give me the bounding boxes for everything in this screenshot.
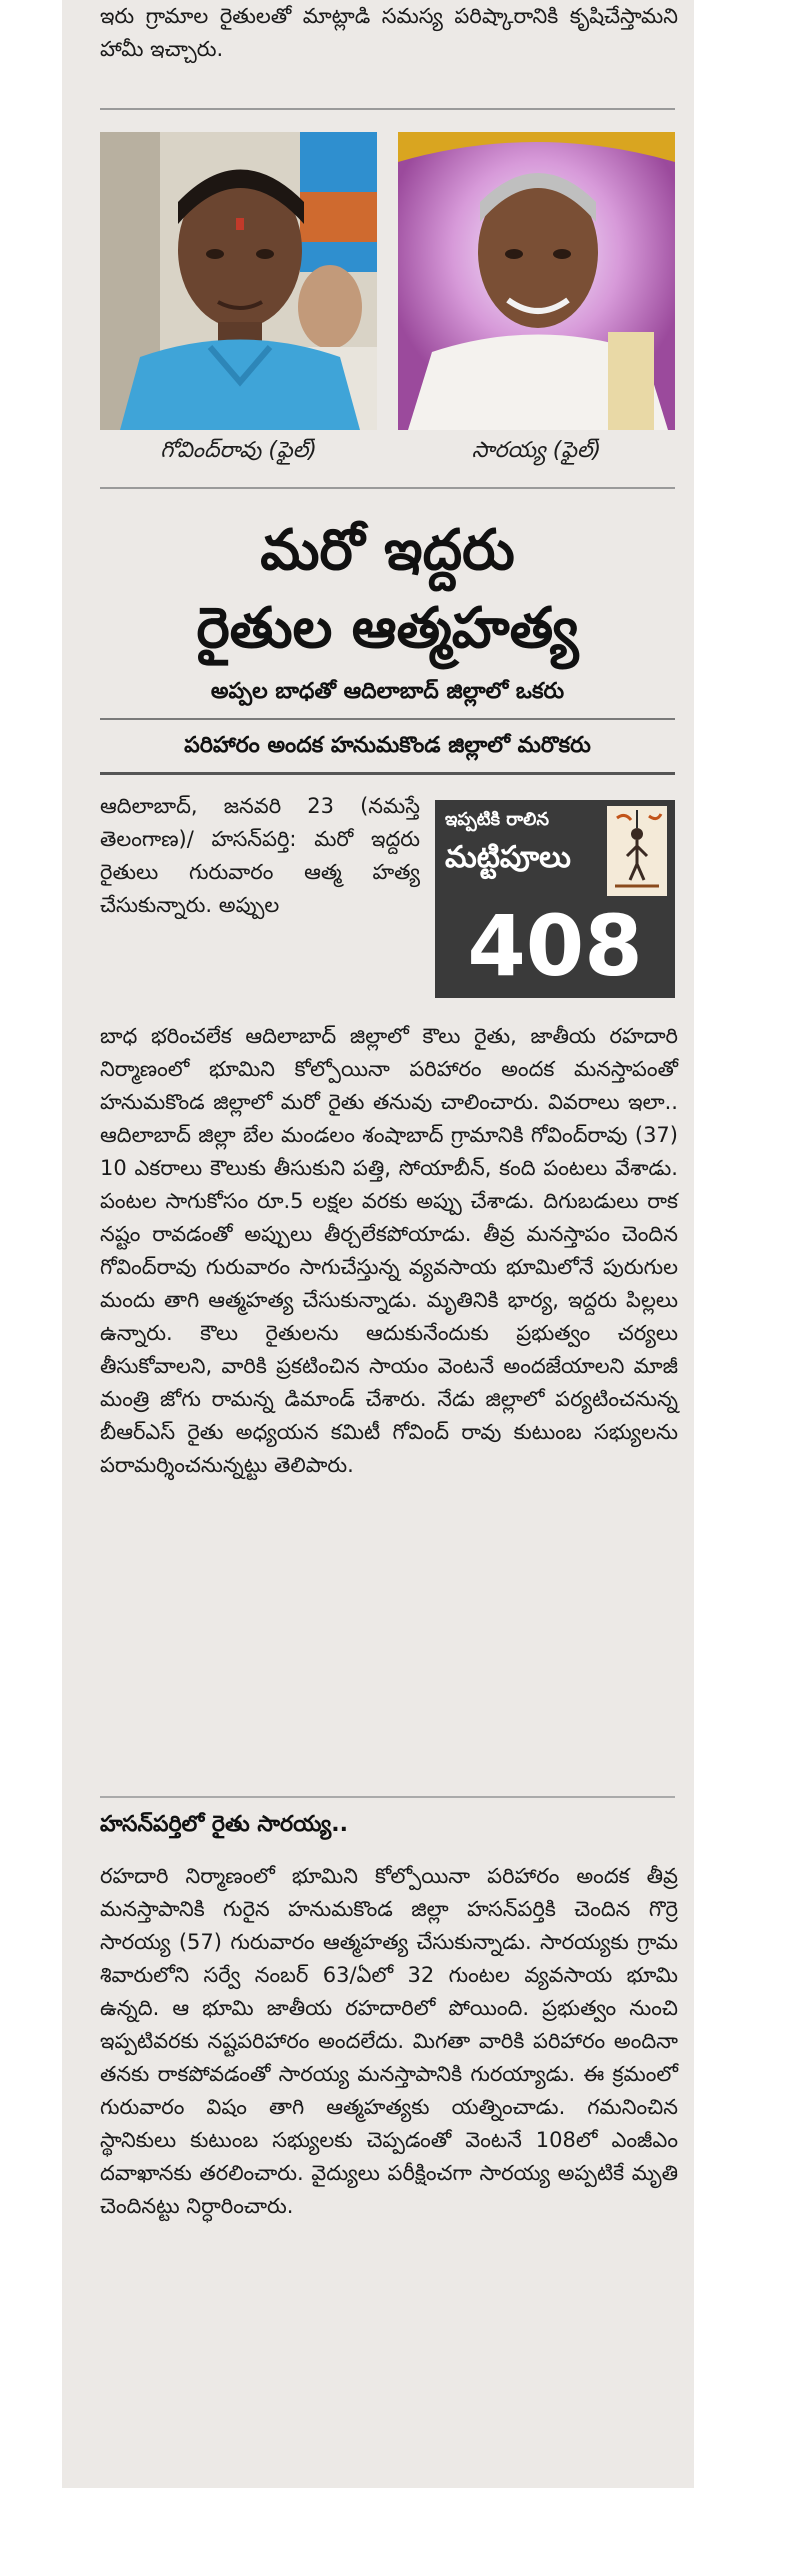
sketch-illustration bbox=[607, 806, 667, 896]
page-margin-right bbox=[694, 0, 800, 2559]
count-box-number: 408 bbox=[467, 897, 643, 995]
intro-paragraph: ఇరు గ్రామాల రైతులతో మాట్లాడి సమస్య పరిష్కారానికి కృషిచేస్తామని హామీ ఇచ్చారు. bbox=[100, 4, 678, 61]
photo-govindrao bbox=[100, 132, 377, 430]
divider-body-start bbox=[100, 772, 675, 775]
divider-subheads bbox=[100, 718, 675, 720]
photo-sarayya bbox=[398, 132, 675, 430]
subheadline-1: అప్పల బాధతో ఆదిలాబాద్ జిల్లాలో ఒకరు bbox=[210, 679, 565, 704]
hanging-farmer-sketch-icon bbox=[607, 806, 667, 896]
divider-top bbox=[100, 108, 675, 110]
count-box-label-main: మట్టిపూలు bbox=[445, 840, 571, 875]
portrait-govindrao-image bbox=[100, 132, 377, 430]
headline-line-2: రైతుల ఆత్మహత్య bbox=[196, 596, 579, 661]
section-heading-hasanparthi: హసన్‌పర్తిలో రైతు సారయ్య.. bbox=[100, 1812, 348, 1837]
page-margin-left bbox=[0, 0, 62, 2559]
article-paragraph-2: రహదారి నిర్మాణంలో భూమిని కోల్పోయినా పరిహారం అందక తీవ్ర మనస్తాపానికి గురైన హనుమకొండ జిల్లా హసన్‌పర్తికి చెందిన గొర్రె సారయ్య (57) గురువారం ఆత్మహత్య చేసుకున్నాడు. సారయ్యకు గ్రామ శివారులోని సర్వే నంబర్ 63/ఏలో 32 గుంటల వ్యవసాయ భూమి ఉన్నది. ఆ భూమి జాతీయ రహదారిలో పోయింది. ప్రభుత్వం నుంచి ఇప్పటివరకు నష్టపరిహారం అందలేదు. మిగతా వారికి పరిహారం అందినా తనకు రాకపోవడంతో సారయ్య మనస్తాపానికి గురయ్యాడు. ఈ క్రమంలో గురువారం విషం తాగి ఆత్మహత్యకు యత్నించాడు. గమనించిన స్థానికులు కుటుంబ సభ్యులకు చెప్పడంతో వెంటనే 108లో ఎంజీఎం దవాఖానకు తరలించారు. వైద్యులు పరీక్షించగా సారయ్య అప్పటికే మృతి చెందినట్టు నిర్ధారించారు. bbox=[100, 1864, 678, 2218]
headline-line-1: మరో ఇద్దరు bbox=[260, 518, 515, 583]
divider-photos bbox=[100, 487, 675, 489]
article-dateline: ఆదిలాబాద్, జనవరి 23 (నమస్తే తెలంగాణ)/ హసన్‌పర్తి: మరో ఇద్దరు రైతులు గురువారం ఆత్మ హత్య చేసుకున్నారు. అప్పుల bbox=[100, 794, 420, 917]
article-paragraph-1: బాధ భరించలేక ఆదిలాబాద్ జిల్లాలో కౌలు రైతు, జాతీయ రహదారి నిర్మాణంలో భూమిని కోల్పోయినా పరిహారం అందక మనస్తాపంతో హనుమకొండ జిల్లాలో మరో రైతు తనువు చాలించారు. వివరాలు ఇలా.. ఆదిలాబాద్ జిల్లా బేల మండలం శంషాబాద్ గ్రామానికి గోవింద్‌రావు (37) 10 ఎకరాలు కౌలుకు తీసుకుని పత్తి, సోయాబీన్, కంది పంటలు వేశాడు. పంటల సాగుకోసం రూ.5 లక్షల వరకు అప్పు చేశాడు. దిగుబడులు రాక నష్టం రావడంతో అప్పులు తీర్చలేకపోయాడు. తీవ్ర మనస్తాపం చెందిన గోవింద్‌రావు గురువారం సాగుచేస్తున్న వ్యవసాయ భూమిలోనే పురుగుల మందు తాగి ఆత్మహత్య చేసుకున్నాడు. మృతినికి భార్య, ఇద్దరు పిల్లలు ఉన్నారు. కౌలు రైతులను ఆదుకునేందుకు ప్రభుత్వం చర్యలు తీసుకోవాలని, వారికి ప్రకటించిన సాయం వెంటనే అందజేయాలని మాజీ మంత్రి జోగు రామన్న డిమాండ్ చేశారు. నేడు జిల్లాలో పర్యటించనున్న బీఆర్‌ఎస్ రైతు అధ్యయన కమిటీ గోవింద్ రావు కుటుంబ సభ్యులను పరామర్శించనున్నట్టు తెలిపారు. bbox=[100, 1024, 678, 1477]
caption-sarayya: సారయ్య (ఫైల్) bbox=[471, 438, 602, 463]
farmer-suicide-count-box bbox=[435, 800, 675, 998]
divider-section bbox=[100, 1796, 675, 1798]
subheadline-2: పరిహారం అందక హనుమకొండ జిల్లాలో మరొకరు bbox=[184, 733, 591, 758]
count-box-label-top: ఇప్పటికి రాలిన bbox=[445, 809, 549, 830]
caption-govindrao: గోవింద్‌రావు (ఫైల్) bbox=[160, 438, 317, 463]
portrait-sarayya-image bbox=[398, 132, 675, 430]
